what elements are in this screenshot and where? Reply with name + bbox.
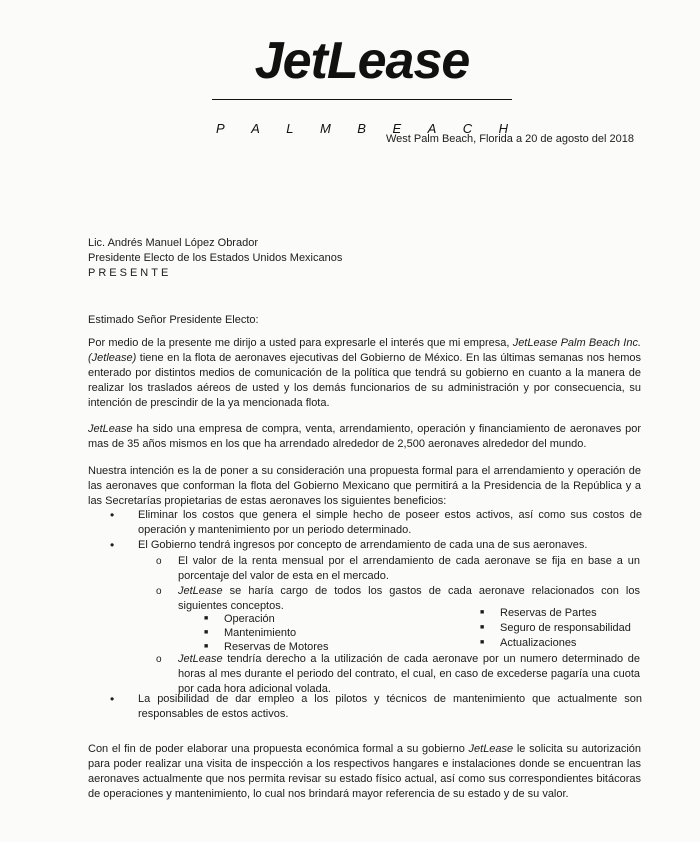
- logo-letter: L: [286, 121, 294, 136]
- recipient-block: [88, 236, 342, 281]
- letter-date: West Palm Beach, Florida a 20 de agosto del 2018: [385, 133, 634, 145]
- jetlease-logo: [212, 30, 512, 136]
- square-bullet-marker: ■: [480, 624, 485, 631]
- paragraph-company: [88, 422, 641, 452]
- square-bullet-marker: ■: [480, 609, 485, 616]
- square-bullet-marker: ■: [480, 639, 485, 646]
- company-name: JetLease: [468, 743, 514, 755]
- paragraph-intro: [88, 336, 641, 411]
- recipient-presente: PRESENTE: [88, 267, 172, 279]
- circle-bullet-marker: o: [156, 586, 162, 597]
- logo-letter: P: [216, 121, 225, 136]
- concept-label: Reservas de Motores: [224, 641, 329, 653]
- paragraph-intention: Nuestra intención es la de poner a su consideración una propuesta formal para el arrendamiento y operación de las aeronaves que conforman la flota del Gobierno Mexicano que permitirá a la Presidencia de la República y a las Secretarías propietarias de estas aeronaves los siguientes beneficios:: [88, 465, 641, 507]
- company-name: JetLease: [178, 653, 223, 665]
- text-run: Con el fin de poder elaborar una propuesta económica formal a su gobierno: [88, 743, 469, 755]
- text-run: tendría derecho a la utilización de cada aeronave por un numero determinado de horas al mes durante el periodo del contrato, el cual, en caso de excederse pagaría una cuota por cada hora adicional volada.: [178, 653, 640, 695]
- concept-label: Actualizaciones: [500, 637, 577, 649]
- greeting: Estimado Señor Presidente Electo:: [88, 314, 259, 326]
- square-bullet-marker: ■: [204, 615, 209, 622]
- subbullet-text: [178, 652, 640, 697]
- paragraph-request: [88, 742, 641, 802]
- concept-label: Seguro de responsabilidad: [500, 622, 631, 634]
- circle-bullet-marker: o: [156, 654, 162, 665]
- circle-bullet-marker: o: [156, 556, 162, 567]
- text-run: le solicita su autorización para poder realizar una visita de inspección a los respectivos hangares e instalaciones donde se encuentran las aeronaves actualmente que nos permita revisar su estado físico actual, así como sus correspondientes bitácoras de operaciones y mantenimiento, lo cual nos brindará mayor referencia de su estado y de su valor.: [88, 743, 642, 800]
- text-run: tiene en la flota de aeronaves ejecutivas del Gobierno de México. En las últimas semanas nos hemos enterado por distintos medios de comunicación de la política que tendrá su gobierno en cuanto a la manera de realizar los traslados aéreos de usted y los demás funcionarios de su administración y por consecuencia, su intención de prescindir de la ya mencionada flota.: [88, 352, 641, 409]
- company-name: JetLease: [178, 585, 223, 597]
- logo-letter: H: [498, 121, 508, 136]
- square-bullet-marker: ■: [204, 629, 209, 636]
- bullet-text: El Gobierno tendrá ingresos por concepto de arrendamiento de cada una de sus aeronaves.: [138, 539, 588, 551]
- logo-brand: JetLease: [254, 32, 470, 90]
- logo-rule: [212, 99, 512, 100]
- text-run: se haría cargo de todos los gastos de cada aeronave relacionados con los siguientes conceptos.: [178, 585, 640, 612]
- logo-letter: M: [319, 121, 331, 136]
- concept-label: Mantenimiento: [224, 627, 297, 639]
- logo-letter: A: [427, 121, 437, 136]
- text-run: ha sido una empresa de compra, venta, arrendamiento, operación y financiamiento de aeronaves por mas de 35 años mismos en los que ha arrendado alrededor de 2,500 aeronaves alrededor del mundo.: [88, 423, 641, 450]
- concept-label: Reservas de Partes: [500, 607, 597, 619]
- text-run: Por medio de la presente me dirijo a usted para expresarle el interés que mi empresa,: [88, 337, 513, 349]
- logo-letter: A: [251, 121, 260, 136]
- company-name: JetLease: [88, 423, 133, 435]
- subbullet-text: El valor de la renta mensual por el arrendamiento de cada aeronave se fija en base a un porcentaje del valor de esta en el mercado.: [178, 555, 640, 582]
- square-bullet-marker: ■: [204, 643, 209, 650]
- bullet-text: Eliminar los costos que genera el simple hecho de poseer estos activos, así como sus costos de operación y mantenimiento por un periodo determinado.: [138, 509, 642, 536]
- bullet-text: La posibilidad de dar empleo a los pilotos y técnicos de mantenimiento que actualmente son responsables de estos activos.: [138, 693, 642, 720]
- bullet-marker: •: [110, 508, 115, 522]
- logo-letter: B: [357, 121, 366, 136]
- logo-letter: C: [462, 121, 473, 136]
- logo-letter: E: [392, 121, 402, 136]
- bullet-marker: •: [110, 692, 115, 706]
- recipient-title: Presidente Electo de los Estados Unidos Mexicanos: [88, 252, 343, 264]
- bullet-marker: •: [110, 538, 115, 552]
- concept-label: Operación: [224, 613, 275, 625]
- company-name: JetLease Palm Beach Inc. (Jetlease): [88, 337, 642, 364]
- recipient-name: Lic. Andrés Manuel López Obrador: [88, 237, 258, 249]
